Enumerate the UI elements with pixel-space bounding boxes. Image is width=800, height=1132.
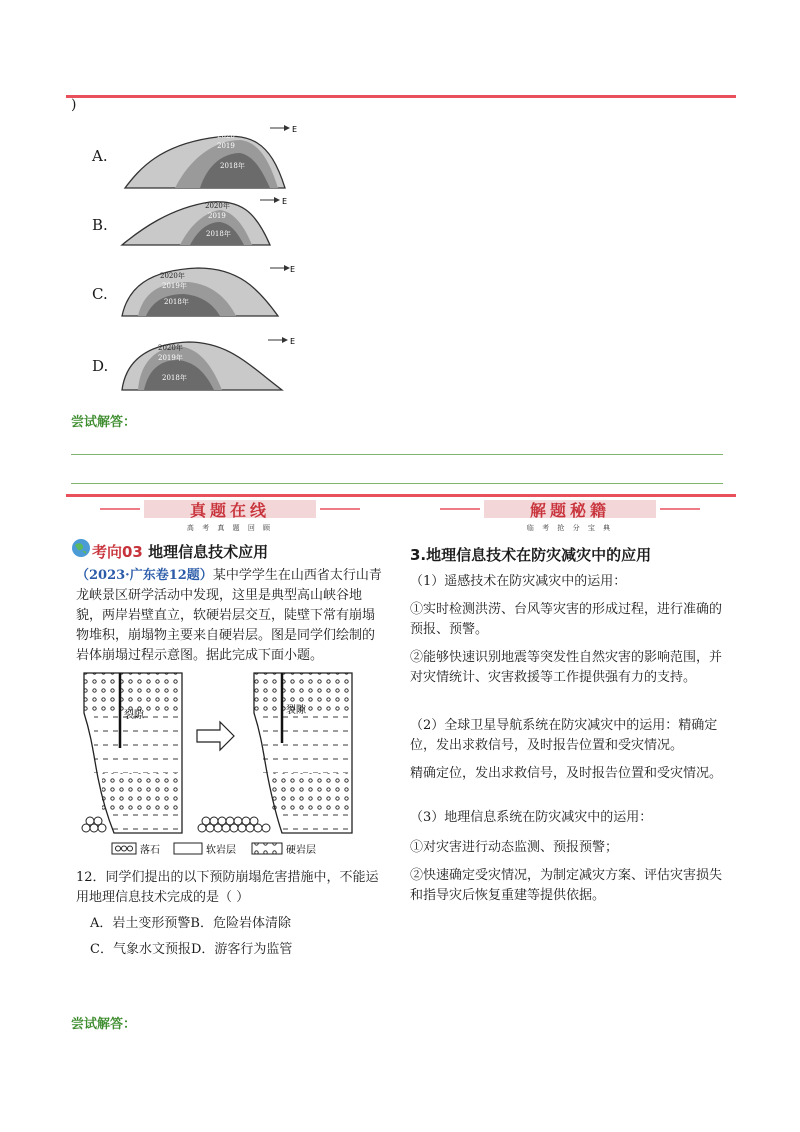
option-c-label: C. — [92, 285, 108, 303]
intro-paragraph — [76, 566, 384, 666]
year-label: 2018年 — [206, 230, 231, 238]
intro-text: 某中学学生在山西省太行山青龙峡景区研学活动中发现，这里是典型高山峡谷地貌，两岸岩壁直立，软硬岩层交互，陡壁下常有崩塌物堆积，崩塌物主要来自硬岩层。图是同学们绘制的岩体崩塌过程示意图。据此完成下面小题。 — [76, 568, 382, 663]
year-label: 2019年 — [158, 354, 183, 362]
option-d-diagram — [118, 330, 298, 395]
closing-paren: ) — [71, 97, 77, 113]
right-p3: ②能够快速识别地震等突发性自然灾害的影响范围，并对灾情统计、灾害救援等工作提供强有力的支持。 — [410, 650, 723, 685]
year-label: 2018年 — [220, 162, 245, 170]
question-12-options-row1 — [90, 914, 291, 934]
crack-label: 裂隙 — [124, 710, 144, 721]
option-c-diagram — [118, 258, 298, 323]
year-label: 2020年 — [158, 344, 183, 352]
try-answer-label-2: 尝试解答： — [71, 1017, 137, 1032]
option-b: B．危险岩体清除 — [190, 916, 291, 931]
right-p4: （2）全球卫星导航系统在防灾减灾中的运用：精确定位，发出求救信号，及时报告位置和受灾情况。 — [410, 718, 718, 753]
right-p7: ①对灾害进行动态监测、预报预警； — [410, 840, 619, 855]
year-label: 2019 — [208, 212, 226, 220]
option-b-diagram — [120, 190, 300, 250]
right-p8: ②快速确定受灾情况，为制定减灾方案、评估灾害损失和指导灾后恢复重建等提供依据。 — [410, 868, 723, 903]
option-a-diagram — [120, 118, 300, 193]
section-divider — [66, 494, 736, 497]
year-label: 2020年 — [160, 272, 185, 280]
try-answer-label-1: 尝试解答： — [71, 415, 137, 430]
answer-line — [71, 454, 723, 455]
year-label: 2020 — [217, 132, 235, 140]
option-c: C．气象水文预报 — [90, 942, 191, 957]
question-12-options-row2 — [90, 940, 292, 960]
direction-e: E — [292, 125, 298, 134]
right-p1: （1）遥感技术在防灾减灾中的运用： — [410, 574, 627, 589]
legend-soft-rock: 软岩层 — [206, 845, 236, 856]
answer-line — [71, 483, 723, 484]
year-label: 2018年 — [162, 374, 187, 382]
right-heading: 3.地理信息技术在防灾减灾中的应用 — [410, 546, 652, 564]
legend-rockfall: 落石 — [140, 845, 160, 856]
left-section-title: 真题在线 — [189, 501, 270, 520]
year-label: 2018年 — [164, 298, 189, 306]
year-label: 2020年 — [205, 202, 230, 210]
option-b-label: B. — [92, 216, 108, 234]
crack-label: 裂隙 — [286, 705, 306, 716]
direction-e: E — [290, 265, 296, 274]
right-section-subtitle: 临 考 抢 分 宝 典 — [526, 524, 614, 532]
kaoxiang-heading — [92, 541, 268, 562]
legend-hard-rock: 硬岩层 — [286, 845, 316, 856]
right-p6: （3）地理信息系统在防灾减灾中的运用： — [410, 810, 653, 825]
rock-collapse-figure — [72, 668, 392, 858]
left-section-subtitle: 高 考 真 题 回 顾 — [186, 524, 274, 532]
year-label: 2019年 — [162, 282, 187, 290]
year-label: 2019 — [217, 142, 235, 150]
option-a-label: A. — [92, 147, 108, 165]
option-a: A．岩土变形预警 — [90, 916, 191, 931]
right-section-title: 解题秘籍 — [529, 501, 610, 520]
option-d-label: D. — [92, 357, 109, 375]
right-p5: 精确定位，发出求救信号，及时报告位置和受灾情况。 — [410, 766, 723, 781]
top-divider — [66, 95, 736, 98]
kaoxiang-tag: 考向03 — [92, 543, 143, 561]
direction-e: E — [290, 337, 296, 346]
right-p2: ①实时检测洪涝、台风等灾害的形成过程，进行准确的预报、预警。 — [410, 602, 723, 637]
source-tag: （2023·广东卷12题） — [76, 568, 213, 583]
direction-e: E — [282, 197, 288, 206]
option-d: D．游客行为监管 — [190, 942, 293, 957]
kaoxiang-title: 地理信息技术应用 — [148, 543, 269, 561]
globe-icon — [70, 537, 92, 559]
question-12-text: 12．同学们提出的以下预防崩塌危害措施中，不能运用地理信息技术完成的是（ ） — [76, 870, 379, 905]
